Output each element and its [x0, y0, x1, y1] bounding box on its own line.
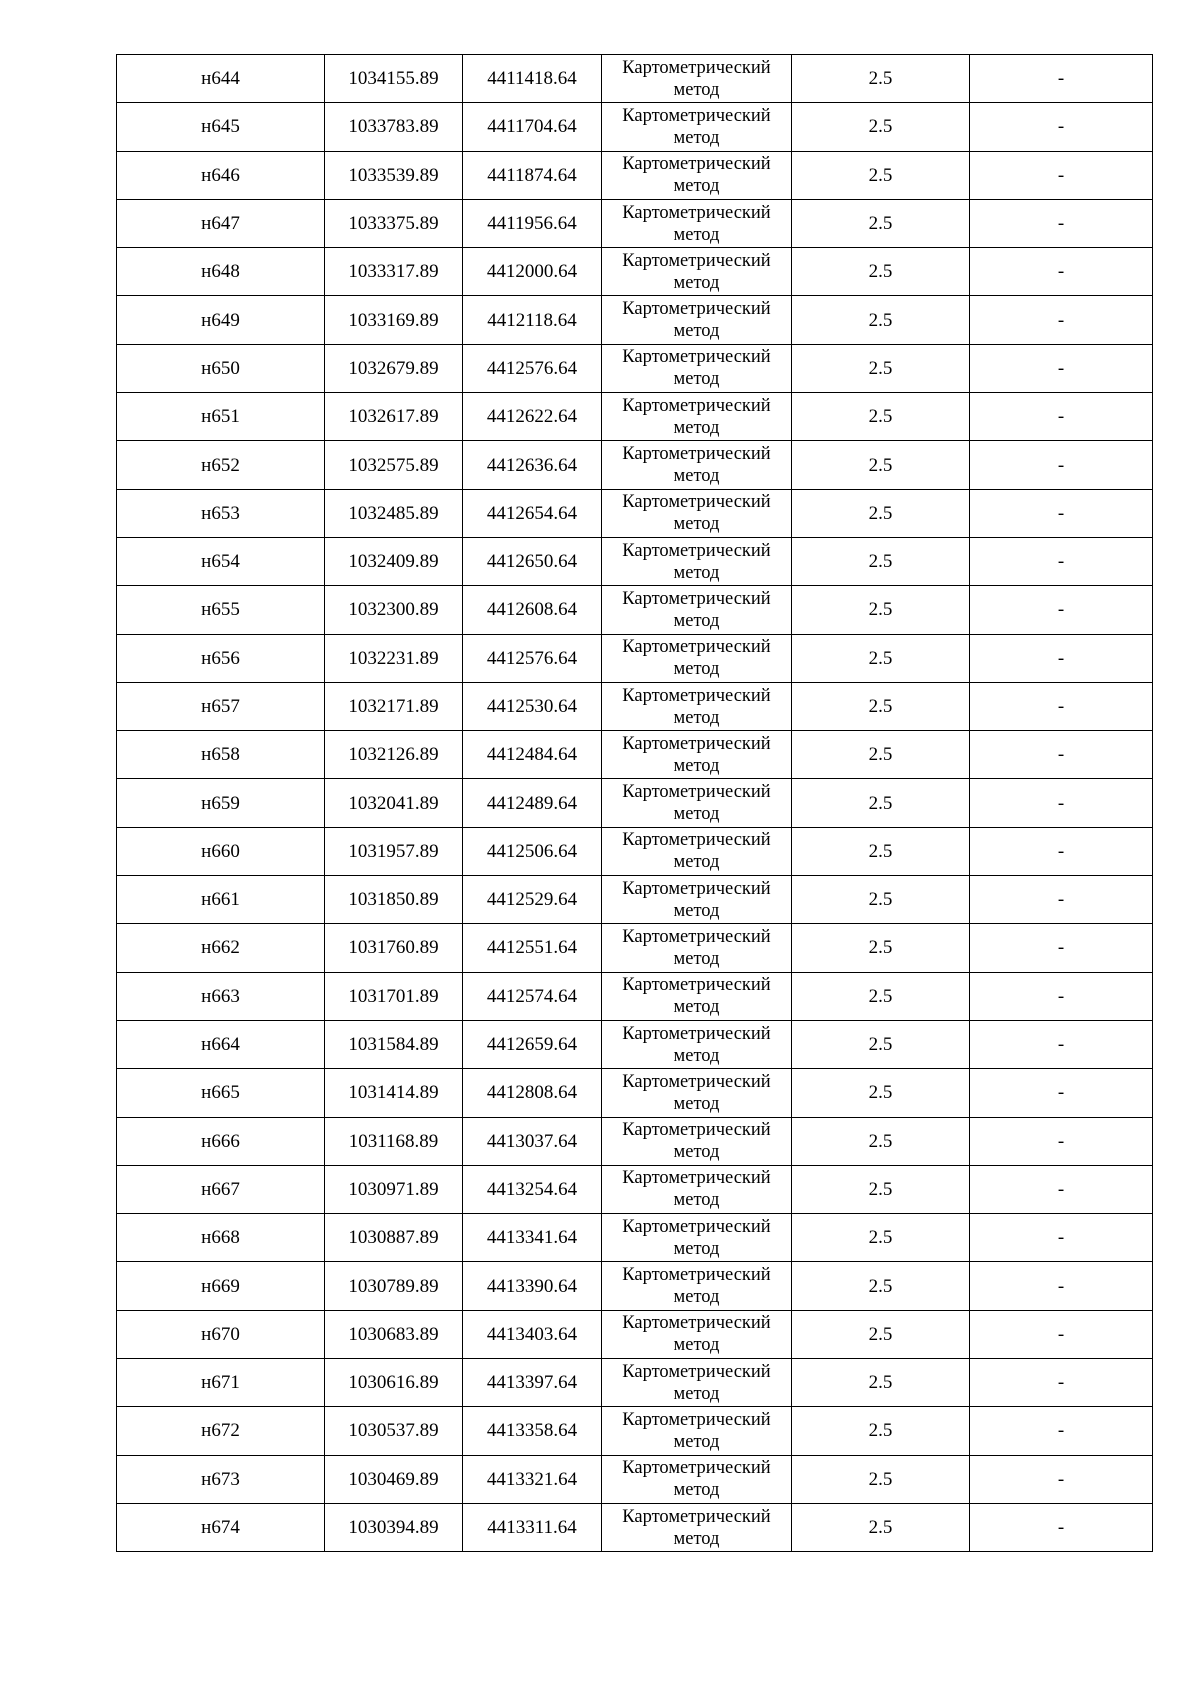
accuracy-cell: 2.5 — [792, 682, 970, 730]
accuracy-cell: 2.5 — [792, 1020, 970, 1068]
point-name-cell: н646 — [117, 151, 325, 199]
table-row — [117, 1310, 1153, 1358]
method-cell — [602, 682, 792, 730]
method-cell — [602, 1020, 792, 1068]
method-cell — [602, 151, 792, 199]
y-coordinate-cell: 4412574.64 — [463, 972, 602, 1020]
accuracy-cell: 2.5 — [792, 876, 970, 924]
point-name-cell: н648 — [117, 248, 325, 296]
table-row — [117, 199, 1153, 247]
point-name-cell: н661 — [117, 876, 325, 924]
method-line-2: метод — [673, 1335, 720, 1356]
method-line-1: Картометрический — [622, 975, 771, 996]
method-line-1: Картометрический — [622, 685, 771, 706]
point-name-cell: н666 — [117, 1117, 325, 1165]
point-name-cell: н669 — [117, 1262, 325, 1310]
method-line-1: Картометрический — [622, 395, 771, 416]
point-name-cell: н652 — [117, 441, 325, 489]
y-coordinate-cell: 4412576.64 — [463, 344, 602, 392]
accuracy-cell: 2.5 — [792, 1359, 970, 1407]
method-line-2: метод — [673, 417, 720, 438]
method-line-1: Картометрический — [622, 1506, 771, 1527]
x-coordinate-cell: 1031414.89 — [325, 1069, 463, 1117]
x-coordinate-cell: 1032409.89 — [325, 537, 463, 585]
method-line-2: метод — [673, 610, 720, 631]
table-row — [117, 441, 1153, 489]
y-coordinate-cell: 4412808.64 — [463, 1069, 602, 1117]
method-cell — [602, 876, 792, 924]
x-coordinate-cell: 1032300.89 — [325, 586, 463, 634]
note-cell: - — [970, 1503, 1153, 1551]
table-row — [117, 55, 1153, 103]
note-cell: - — [970, 1455, 1153, 1503]
note-cell: - — [970, 199, 1153, 247]
method-cell — [602, 586, 792, 634]
table-row — [117, 1020, 1153, 1068]
y-coordinate-cell: 4412000.64 — [463, 248, 602, 296]
method-line-2: метод — [673, 659, 720, 680]
note-cell: - — [970, 296, 1153, 344]
point-name-cell: н674 — [117, 1503, 325, 1551]
y-coordinate-cell: 4413397.64 — [463, 1359, 602, 1407]
method-line-1: Картометрический — [622, 202, 771, 223]
point-name-cell: н663 — [117, 972, 325, 1020]
table-row — [117, 1069, 1153, 1117]
method-line-2: метод — [673, 1142, 720, 1163]
point-name-cell: н660 — [117, 827, 325, 875]
point-name-cell: н657 — [117, 682, 325, 730]
note-cell: - — [970, 924, 1153, 972]
method-cell — [602, 827, 792, 875]
method-cell — [602, 1117, 792, 1165]
accuracy-cell: 2.5 — [792, 1407, 970, 1455]
y-coordinate-cell: 4412489.64 — [463, 779, 602, 827]
method-line-2: метод — [673, 1238, 720, 1259]
accuracy-cell: 2.5 — [792, 1262, 970, 1310]
method-line-2: метод — [673, 1383, 720, 1404]
point-name-cell: н650 — [117, 344, 325, 392]
table-row — [117, 779, 1153, 827]
point-name-cell: н665 — [117, 1069, 325, 1117]
accuracy-cell: 2.5 — [792, 586, 970, 634]
x-coordinate-cell: 1033783.89 — [325, 103, 463, 151]
y-coordinate-cell: 4411874.64 — [463, 151, 602, 199]
method-line-2: метод — [673, 1190, 720, 1211]
x-coordinate-cell: 1033375.89 — [325, 199, 463, 247]
note-cell: - — [970, 1165, 1153, 1213]
note-cell: - — [970, 634, 1153, 682]
y-coordinate-cell: 4412576.64 — [463, 634, 602, 682]
point-name-cell: н656 — [117, 634, 325, 682]
point-name-cell: н673 — [117, 1455, 325, 1503]
point-name-cell: н664 — [117, 1020, 325, 1068]
x-coordinate-cell: 1031760.89 — [325, 924, 463, 972]
y-coordinate-cell: 4412650.64 — [463, 537, 602, 585]
x-coordinate-cell: 1031701.89 — [325, 972, 463, 1020]
x-coordinate-cell: 1032485.89 — [325, 489, 463, 537]
y-coordinate-cell: 4411956.64 — [463, 199, 602, 247]
table-row — [117, 682, 1153, 730]
note-cell: - — [970, 55, 1153, 103]
method-cell — [602, 1503, 792, 1551]
note-cell: - — [970, 393, 1153, 441]
table-row — [117, 248, 1153, 296]
method-line-1: Картометрический — [622, 444, 771, 465]
method-cell — [602, 489, 792, 537]
method-line-2: метод — [673, 224, 720, 245]
point-name-cell: н671 — [117, 1359, 325, 1407]
accuracy-cell: 2.5 — [792, 441, 970, 489]
x-coordinate-cell: 1030616.89 — [325, 1359, 463, 1407]
method-line-2: метод — [673, 1045, 720, 1066]
table-row — [117, 103, 1153, 151]
method-line-1: Картометрический — [622, 1071, 771, 1092]
x-coordinate-cell: 1034155.89 — [325, 55, 463, 103]
point-name-cell: н668 — [117, 1214, 325, 1262]
accuracy-cell: 2.5 — [792, 731, 970, 779]
y-coordinate-cell: 4412118.64 — [463, 296, 602, 344]
accuracy-cell: 2.5 — [792, 55, 970, 103]
method-cell — [602, 972, 792, 1020]
note-cell: - — [970, 441, 1153, 489]
table-row — [117, 1455, 1153, 1503]
table-row — [117, 924, 1153, 972]
note-cell: - — [970, 827, 1153, 875]
method-line-1: Картометрический — [622, 1120, 771, 1141]
method-line-1: Картометрический — [622, 1265, 771, 1286]
method-cell — [602, 296, 792, 344]
accuracy-cell: 2.5 — [792, 489, 970, 537]
y-coordinate-cell: 4412636.64 — [463, 441, 602, 489]
accuracy-cell: 2.5 — [792, 1455, 970, 1503]
method-line-2: метод — [673, 900, 720, 921]
point-name-cell: н645 — [117, 103, 325, 151]
accuracy-cell: 2.5 — [792, 779, 970, 827]
method-cell — [602, 1214, 792, 1262]
method-line-2: метод — [673, 997, 720, 1018]
x-coordinate-cell: 1031584.89 — [325, 1020, 463, 1068]
point-name-cell: н662 — [117, 924, 325, 972]
accuracy-cell: 2.5 — [792, 924, 970, 972]
x-coordinate-cell: 1032041.89 — [325, 779, 463, 827]
x-coordinate-cell: 1030887.89 — [325, 1214, 463, 1262]
y-coordinate-cell: 4413403.64 — [463, 1310, 602, 1358]
note-cell: - — [970, 731, 1153, 779]
method-line-1: Картометрический — [622, 492, 771, 513]
table-row — [117, 1165, 1153, 1213]
method-line-1: Картометрический — [622, 588, 771, 609]
method-line-1: Картометрический — [622, 782, 771, 803]
x-coordinate-cell: 1030469.89 — [325, 1455, 463, 1503]
x-coordinate-cell: 1033539.89 — [325, 151, 463, 199]
method-cell — [602, 103, 792, 151]
method-line-2: метод — [673, 852, 720, 873]
table-row — [117, 296, 1153, 344]
method-line-2: метод — [673, 272, 720, 293]
method-line-2: метод — [673, 1528, 720, 1549]
method-line-2: метод — [673, 755, 720, 776]
point-name-cell: н644 — [117, 55, 325, 103]
method-line-1: Картометрический — [622, 926, 771, 947]
note-cell: - — [970, 151, 1153, 199]
y-coordinate-cell: 4412659.64 — [463, 1020, 602, 1068]
accuracy-cell: 2.5 — [792, 393, 970, 441]
method-line-1: Картометрический — [622, 1168, 771, 1189]
accuracy-cell: 2.5 — [792, 972, 970, 1020]
table-row — [117, 1407, 1153, 1455]
accuracy-cell: 2.5 — [792, 1310, 970, 1358]
point-name-cell: н649 — [117, 296, 325, 344]
method-line-1: Картометрический — [622, 1313, 771, 1334]
note-cell: - — [970, 1069, 1153, 1117]
point-name-cell: н655 — [117, 586, 325, 634]
point-name-cell: н667 — [117, 1165, 325, 1213]
method-cell — [602, 344, 792, 392]
accuracy-cell: 2.5 — [792, 827, 970, 875]
accuracy-cell: 2.5 — [792, 199, 970, 247]
note-cell: - — [970, 586, 1153, 634]
method-cell — [602, 393, 792, 441]
method-line-2: метод — [673, 804, 720, 825]
method-line-2: метод — [673, 1431, 720, 1452]
method-line-1: Картометрический — [622, 347, 771, 368]
x-coordinate-cell: 1032679.89 — [325, 344, 463, 392]
table-row — [117, 537, 1153, 585]
x-coordinate-cell: 1030537.89 — [325, 1407, 463, 1455]
table-row — [117, 586, 1153, 634]
x-coordinate-cell: 1032617.89 — [325, 393, 463, 441]
note-cell: - — [970, 1262, 1153, 1310]
coordinates-table — [116, 54, 1153, 1552]
note-cell: - — [970, 248, 1153, 296]
accuracy-cell: 2.5 — [792, 1117, 970, 1165]
method-cell — [602, 1165, 792, 1213]
accuracy-cell: 2.5 — [792, 103, 970, 151]
table-row — [117, 634, 1153, 682]
method-cell — [602, 248, 792, 296]
accuracy-cell: 2.5 — [792, 151, 970, 199]
method-line-1: Картометрический — [622, 733, 771, 754]
note-cell: - — [970, 1214, 1153, 1262]
x-coordinate-cell: 1032575.89 — [325, 441, 463, 489]
method-line-2: метод — [673, 466, 720, 487]
y-coordinate-cell: 4412622.64 — [463, 393, 602, 441]
y-coordinate-cell: 4412529.64 — [463, 876, 602, 924]
table-row — [117, 876, 1153, 924]
method-cell — [602, 1455, 792, 1503]
table-row — [117, 393, 1153, 441]
accuracy-cell: 2.5 — [792, 1165, 970, 1213]
method-line-1: Картометрический — [622, 1361, 771, 1382]
method-cell — [602, 731, 792, 779]
point-name-cell: н654 — [117, 537, 325, 585]
method-cell — [602, 1407, 792, 1455]
method-line-1: Картометрический — [622, 830, 771, 851]
table-row — [117, 151, 1153, 199]
note-cell: - — [970, 1407, 1153, 1455]
table-row — [117, 1359, 1153, 1407]
x-coordinate-cell: 1030683.89 — [325, 1310, 463, 1358]
x-coordinate-cell: 1031957.89 — [325, 827, 463, 875]
method-cell — [602, 55, 792, 103]
y-coordinate-cell: 4413311.64 — [463, 1503, 602, 1551]
method-line-2: метод — [673, 369, 720, 390]
x-coordinate-cell: 1030971.89 — [325, 1165, 463, 1213]
table-row — [117, 827, 1153, 875]
x-coordinate-cell: 1032171.89 — [325, 682, 463, 730]
point-name-cell: н651 — [117, 393, 325, 441]
x-coordinate-cell: 1031168.89 — [325, 1117, 463, 1165]
y-coordinate-cell: 4412551.64 — [463, 924, 602, 972]
note-cell: - — [970, 344, 1153, 392]
method-line-2: метод — [673, 1093, 720, 1114]
method-line-2: метод — [673, 1480, 720, 1501]
method-line-1: Картометрический — [622, 57, 771, 78]
table-row — [117, 1503, 1153, 1551]
point-name-cell: н672 — [117, 1407, 325, 1455]
method-line-1: Картометрический — [622, 1458, 771, 1479]
method-cell — [602, 1069, 792, 1117]
note-cell: - — [970, 537, 1153, 585]
method-line-1: Картометрический — [622, 154, 771, 175]
method-line-1: Картометрический — [622, 299, 771, 320]
accuracy-cell: 2.5 — [792, 634, 970, 682]
x-coordinate-cell: 1031850.89 — [325, 876, 463, 924]
x-coordinate-cell: 1033317.89 — [325, 248, 463, 296]
table-row — [117, 489, 1153, 537]
y-coordinate-cell: 4413341.64 — [463, 1214, 602, 1262]
note-cell: - — [970, 1020, 1153, 1068]
accuracy-cell: 2.5 — [792, 537, 970, 585]
point-name-cell: н670 — [117, 1310, 325, 1358]
point-name-cell: н653 — [117, 489, 325, 537]
coordinates-table-body — [117, 55, 1153, 1552]
method-line-1: Картометрический — [622, 1409, 771, 1430]
method-line-2: метод — [673, 562, 720, 583]
y-coordinate-cell: 4412530.64 — [463, 682, 602, 730]
method-line-1: Картометрический — [622, 105, 771, 126]
method-line-2: метод — [673, 707, 720, 728]
method-line-1: Картометрический — [622, 250, 771, 271]
y-coordinate-cell: 4413390.64 — [463, 1262, 602, 1310]
accuracy-cell: 2.5 — [792, 344, 970, 392]
method-line-2: метод — [673, 176, 720, 197]
y-coordinate-cell: 4411418.64 — [463, 55, 602, 103]
method-line-2: метод — [673, 321, 720, 342]
method-line-2: метод — [673, 1287, 720, 1308]
x-coordinate-cell: 1032231.89 — [325, 634, 463, 682]
note-cell: - — [970, 682, 1153, 730]
method-line-1: Картометрический — [622, 878, 771, 899]
x-coordinate-cell: 1033169.89 — [325, 296, 463, 344]
y-coordinate-cell: 4412654.64 — [463, 489, 602, 537]
method-line-1: Картометрический — [622, 1023, 771, 1044]
accuracy-cell: 2.5 — [792, 248, 970, 296]
y-coordinate-cell: 4413358.64 — [463, 1407, 602, 1455]
accuracy-cell: 2.5 — [792, 296, 970, 344]
y-coordinate-cell: 4412484.64 — [463, 731, 602, 779]
note-cell: - — [970, 1117, 1153, 1165]
table-row — [117, 1117, 1153, 1165]
y-coordinate-cell: 4413321.64 — [463, 1455, 602, 1503]
point-name-cell: н659 — [117, 779, 325, 827]
table-row — [117, 344, 1153, 392]
method-line-2: метод — [673, 79, 720, 100]
method-cell — [602, 1310, 792, 1358]
y-coordinate-cell: 4413254.64 — [463, 1165, 602, 1213]
method-cell — [602, 634, 792, 682]
y-coordinate-cell: 4413037.64 — [463, 1117, 602, 1165]
method-line-2: метод — [673, 514, 720, 535]
note-cell: - — [970, 972, 1153, 1020]
accuracy-cell: 2.5 — [792, 1503, 970, 1551]
method-line-1: Картометрический — [622, 637, 771, 658]
method-cell — [602, 441, 792, 489]
table-row — [117, 1214, 1153, 1262]
x-coordinate-cell: 1030789.89 — [325, 1262, 463, 1310]
method-cell — [602, 1359, 792, 1407]
note-cell: - — [970, 489, 1153, 537]
y-coordinate-cell: 4411704.64 — [463, 103, 602, 151]
table-row — [117, 1262, 1153, 1310]
x-coordinate-cell: 1032126.89 — [325, 731, 463, 779]
table-row — [117, 731, 1153, 779]
note-cell: - — [970, 1310, 1153, 1358]
accuracy-cell: 2.5 — [792, 1069, 970, 1117]
note-cell: - — [970, 1359, 1153, 1407]
table-row — [117, 972, 1153, 1020]
method-cell — [602, 924, 792, 972]
method-cell — [602, 1262, 792, 1310]
y-coordinate-cell: 4412608.64 — [463, 586, 602, 634]
note-cell: - — [970, 876, 1153, 924]
point-name-cell: н647 — [117, 199, 325, 247]
method-line-2: метод — [673, 948, 720, 969]
method-cell — [602, 199, 792, 247]
method-line-1: Картометрический — [622, 540, 771, 561]
y-coordinate-cell: 4412506.64 — [463, 827, 602, 875]
method-line-2: метод — [673, 127, 720, 148]
note-cell: - — [970, 779, 1153, 827]
method-cell — [602, 779, 792, 827]
note-cell: - — [970, 103, 1153, 151]
point-name-cell: н658 — [117, 731, 325, 779]
x-coordinate-cell: 1030394.89 — [325, 1503, 463, 1551]
method-line-1: Картометрический — [622, 1216, 771, 1237]
accuracy-cell: 2.5 — [792, 1214, 970, 1262]
method-cell — [602, 537, 792, 585]
